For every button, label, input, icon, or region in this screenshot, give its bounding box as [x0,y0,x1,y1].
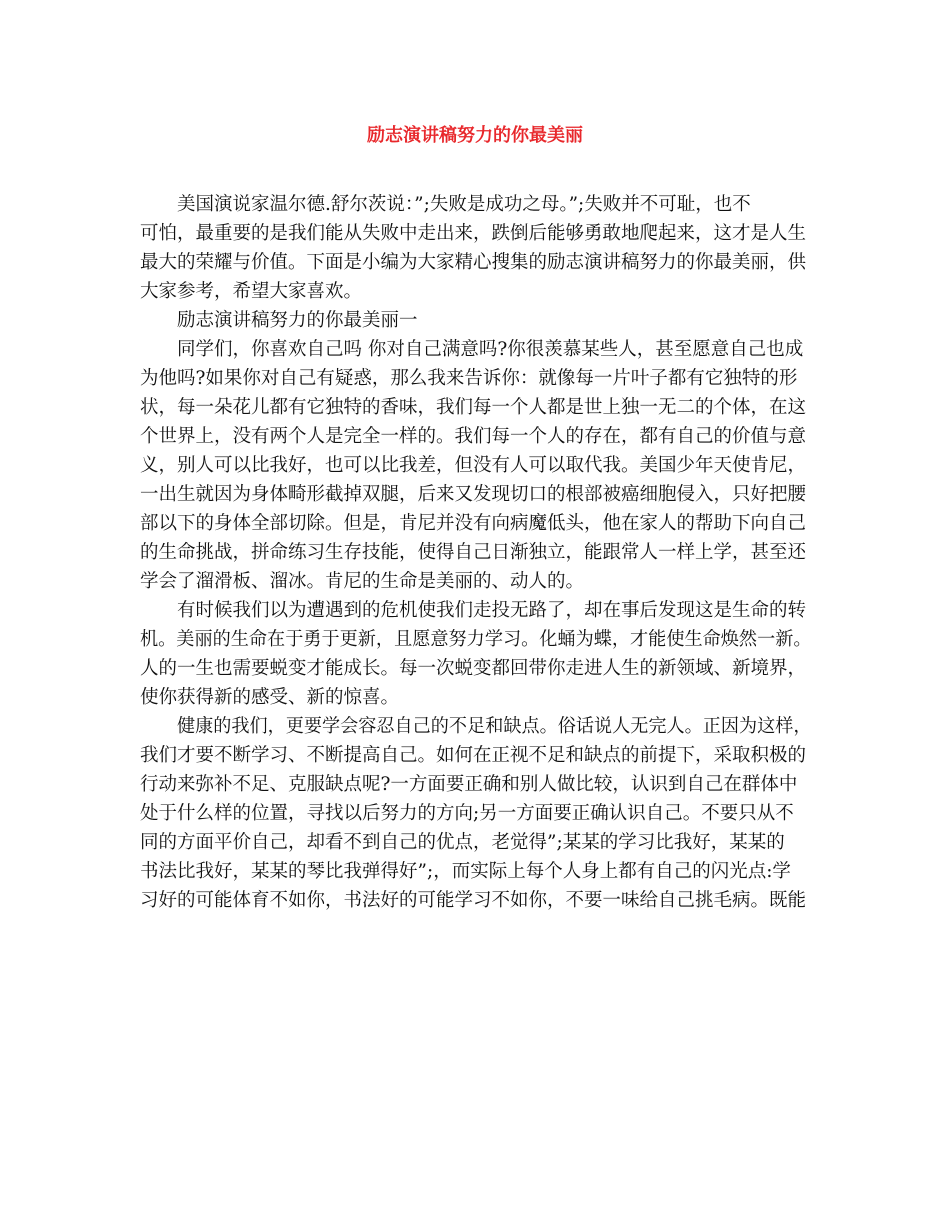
body-line: 习好的可能体育不如你，书法好的可能学习不如你，不要一味给自己挑毛病。既能 [140,890,807,911]
body-line: 学会了溜滑板、溜冰。肯尼的生命是美丽的、动人的。 [140,571,585,592]
body-line: 行动来弥补不足、克服缺点呢?一方面要正确和别人做比较，认识到自己在群体中 [140,774,798,795]
body-line: 同学们，你喜欢自己吗 你对自己满意吗?你很羡慕某些人，甚至愿意自己也成 [177,339,804,360]
body-line: 同的方面平价自己，却看不到自己的优点，老觉得”;某某的学习比我好，某某的 [140,832,785,853]
body-line: 我们才要不断学习、不断提高自己。如何在正视不足和缺点的前提下，采取积极的 [140,745,807,766]
body-line: 部以下的身体全部切除。但是，肯尼并没有向病魔低头，他在家人的帮助下向自己 [140,513,807,534]
body-line: 励志演讲稿努力的你最美丽一 [177,310,418,331]
body-line: 人的一生也需要蜕变才能成长。每一次蜕变都回带你走进人生的新领域、新境界， [140,658,807,679]
body-line: 为他吗?如果你对自己有疑惑，那么我来告诉你：就像每一片叶子都有它独特的形 [140,368,798,389]
body-line: 的生命挑战，拼命练习生存技能，使得自己日渐独立，能跟常人一样上学，甚至还 [140,542,807,563]
body-line: 有时候我们以为遭遇到的危机使我们走投无路了，却在事后发现这是生命的转 [177,600,807,621]
body-line: 健康的我们，更要学会容忍自己的不足和缺点。俗话说人无完人。正因为这样， [177,716,812,737]
body-line: 机。美丽的生命在于勇于更新，且愿意努力学习。化蛹为蝶，才能使生命焕然一新。 [140,629,812,650]
body-line: 使你获得新的感受、新的惊喜。 [140,687,400,708]
body-line: 大家参考，希望大家喜欢。 [140,281,363,302]
body-line: 可怕，最重要的是我们能从失败中走出来，跌倒后能够勇敢地爬起来，这才是人生 [140,223,807,244]
body-line: 一出生就因为身体畸形截掉双腿，后来又发现切口的根部被癌细胞侵入，只好把腰 [140,484,807,505]
body-line: 个世界上，没有两个人是完全一样的。我们每一个人的存在，都有自己的价值与意 [140,426,807,447]
body-line: 状，每一朵花儿都有它独特的香味，我们每一个人都是世上独一无二的个体，在这 [140,397,807,418]
body-line: 美国演说家温尔德.舒尔茨说：”;失败是成功之母。”;失败并不可耻，也不 [177,194,751,215]
body-line: 义，别人可以比我好，也可以比我差，但没有人可以取代我。美国少年天使肯尼， [140,455,807,476]
document-title: 励志演讲稿努力的你最美丽 [367,125,583,146]
body-line: 最大的荣耀与价值。下面是小编为大家精心搜集的励志演讲稿努力的你最美丽，供 [140,252,807,273]
document-body [140,190,812,915]
body-line: 处于什么样的位置，寻找以后努力的方向;另一方面要正确认识自己。不要只从不 [140,803,794,824]
body-line: 书法比我好，某某的琴比我弹得好”;，而实际上每个人身上都有自己的闪光点:学 [140,861,791,882]
